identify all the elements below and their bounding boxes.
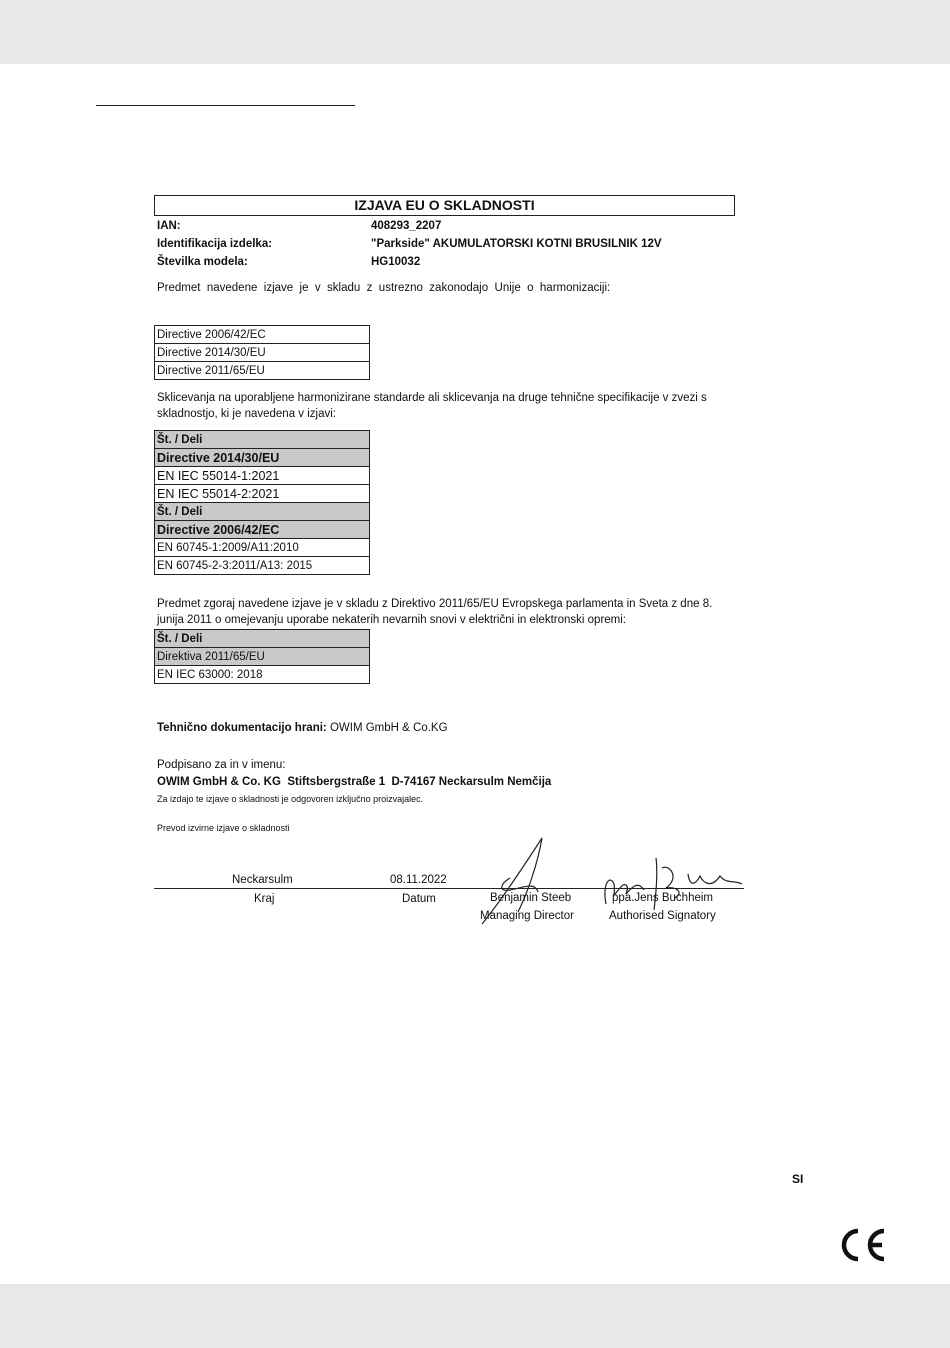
standard-row: EN IEC 55014-2:2021 bbox=[155, 485, 370, 503]
signer1-name: Benjamin Steeb bbox=[490, 892, 572, 904]
document-page bbox=[0, 64, 950, 1284]
standards-directive: Directive 2006/42/EC bbox=[155, 521, 370, 539]
standards-header: Št. / Deli bbox=[155, 431, 370, 449]
signed-label: Podpisano za in v imenu: bbox=[157, 759, 286, 771]
signature-buchheim bbox=[600, 854, 750, 914]
company-line: OWIM GmbH & Co. KG Stiftsbergstraße 1 D-74167 Neckarsulm Nemčija bbox=[157, 776, 552, 788]
field-label-ian: IAN: bbox=[157, 220, 181, 232]
language-code: SI bbox=[792, 1172, 804, 1186]
place-value: Neckarsulm bbox=[232, 874, 293, 886]
intro-text: Predmet navedene izjave je v skladu z ustrezno zakonodajo Unije o harmonizaciji: bbox=[157, 282, 611, 294]
place-label: Kraj bbox=[254, 893, 275, 905]
directive-row: Directive 2006/42/EC bbox=[155, 326, 370, 344]
signer2-role: Authorised Signatory bbox=[609, 910, 716, 922]
document-title: IZJAVA EU O SKLADNOSTI bbox=[154, 195, 735, 216]
directives-table bbox=[154, 325, 370, 380]
ce-mark-icon bbox=[838, 1227, 888, 1263]
date-value: 08.11.2022 bbox=[390, 874, 447, 886]
rohs-intro: Predmet zgoraj navedene izjave je v skladu z Direktivo 2011/65/EU Evropskega parlamenta in Sveta z dne 8. junija 2011 o omejevanju uporabe nekaterih nevarnih snovi v električni in elektronski opremi: bbox=[157, 598, 713, 626]
field-label-model: Številka modela: bbox=[157, 256, 248, 268]
standard-row: EN 60745-2-3:2011/A13: 2015 bbox=[155, 557, 370, 575]
standards-intro: Sklicevanja na uporabljene harmonizirane standarde ali sklicevanja na druge tehnične specifikacije v zvezi s skladnostjo, ki je navedena v izjavi: bbox=[157, 392, 707, 420]
field-value-model: HG10032 bbox=[371, 256, 421, 268]
field-label-product: Identifikacija izdelka: bbox=[157, 238, 273, 250]
field-value-ian: 408293_2207 bbox=[371, 220, 442, 232]
standards-header: Št. / Deli bbox=[155, 503, 370, 521]
responsibility-note: Za izdajo te izjave o skladnosti je odgovoren izključno proizvajalec. bbox=[157, 794, 424, 804]
standards-table bbox=[154, 430, 370, 575]
field-value-product: "Parkside" AKUMULATORSKI KOTNI BRUSILNIK 12V bbox=[371, 238, 662, 250]
directive-row: Directive 2011/65/EU bbox=[155, 362, 370, 380]
signer2-name: ppa.Jens Buchheim bbox=[612, 892, 714, 904]
tech-doc-label: Tehnično dokumentacijo hrani: bbox=[157, 722, 327, 734]
rohs-standard-row: EN IEC 63000: 2018 bbox=[155, 666, 370, 684]
rohs-directive: Direktiva 2011/65/EU bbox=[155, 648, 370, 666]
header-rule bbox=[96, 105, 355, 106]
top-margin-band bbox=[0, 0, 950, 64]
signature-baseline bbox=[154, 888, 744, 889]
tech-doc-value: OWIM GmbH & Co.KG bbox=[329, 722, 448, 734]
directive-row: Directive 2014/30/EU bbox=[155, 344, 370, 362]
rohs-header: Št. / Deli bbox=[155, 630, 370, 648]
bottom-margin-band bbox=[0, 1284, 950, 1348]
tech-doc-line bbox=[157, 722, 448, 734]
rohs-table bbox=[154, 629, 370, 684]
date-label: Datum bbox=[402, 893, 436, 905]
standard-row: EN IEC 55014-1:2021 bbox=[155, 467, 370, 485]
standard-row: EN 60745-1:2009/A11:2010 bbox=[155, 539, 370, 557]
standards-directive: Directive 2014/30/EU bbox=[155, 449, 370, 467]
signer1-role: Managing Director bbox=[480, 910, 574, 922]
translation-note: Prevod izvirne izjave o skladnosti bbox=[157, 823, 290, 833]
